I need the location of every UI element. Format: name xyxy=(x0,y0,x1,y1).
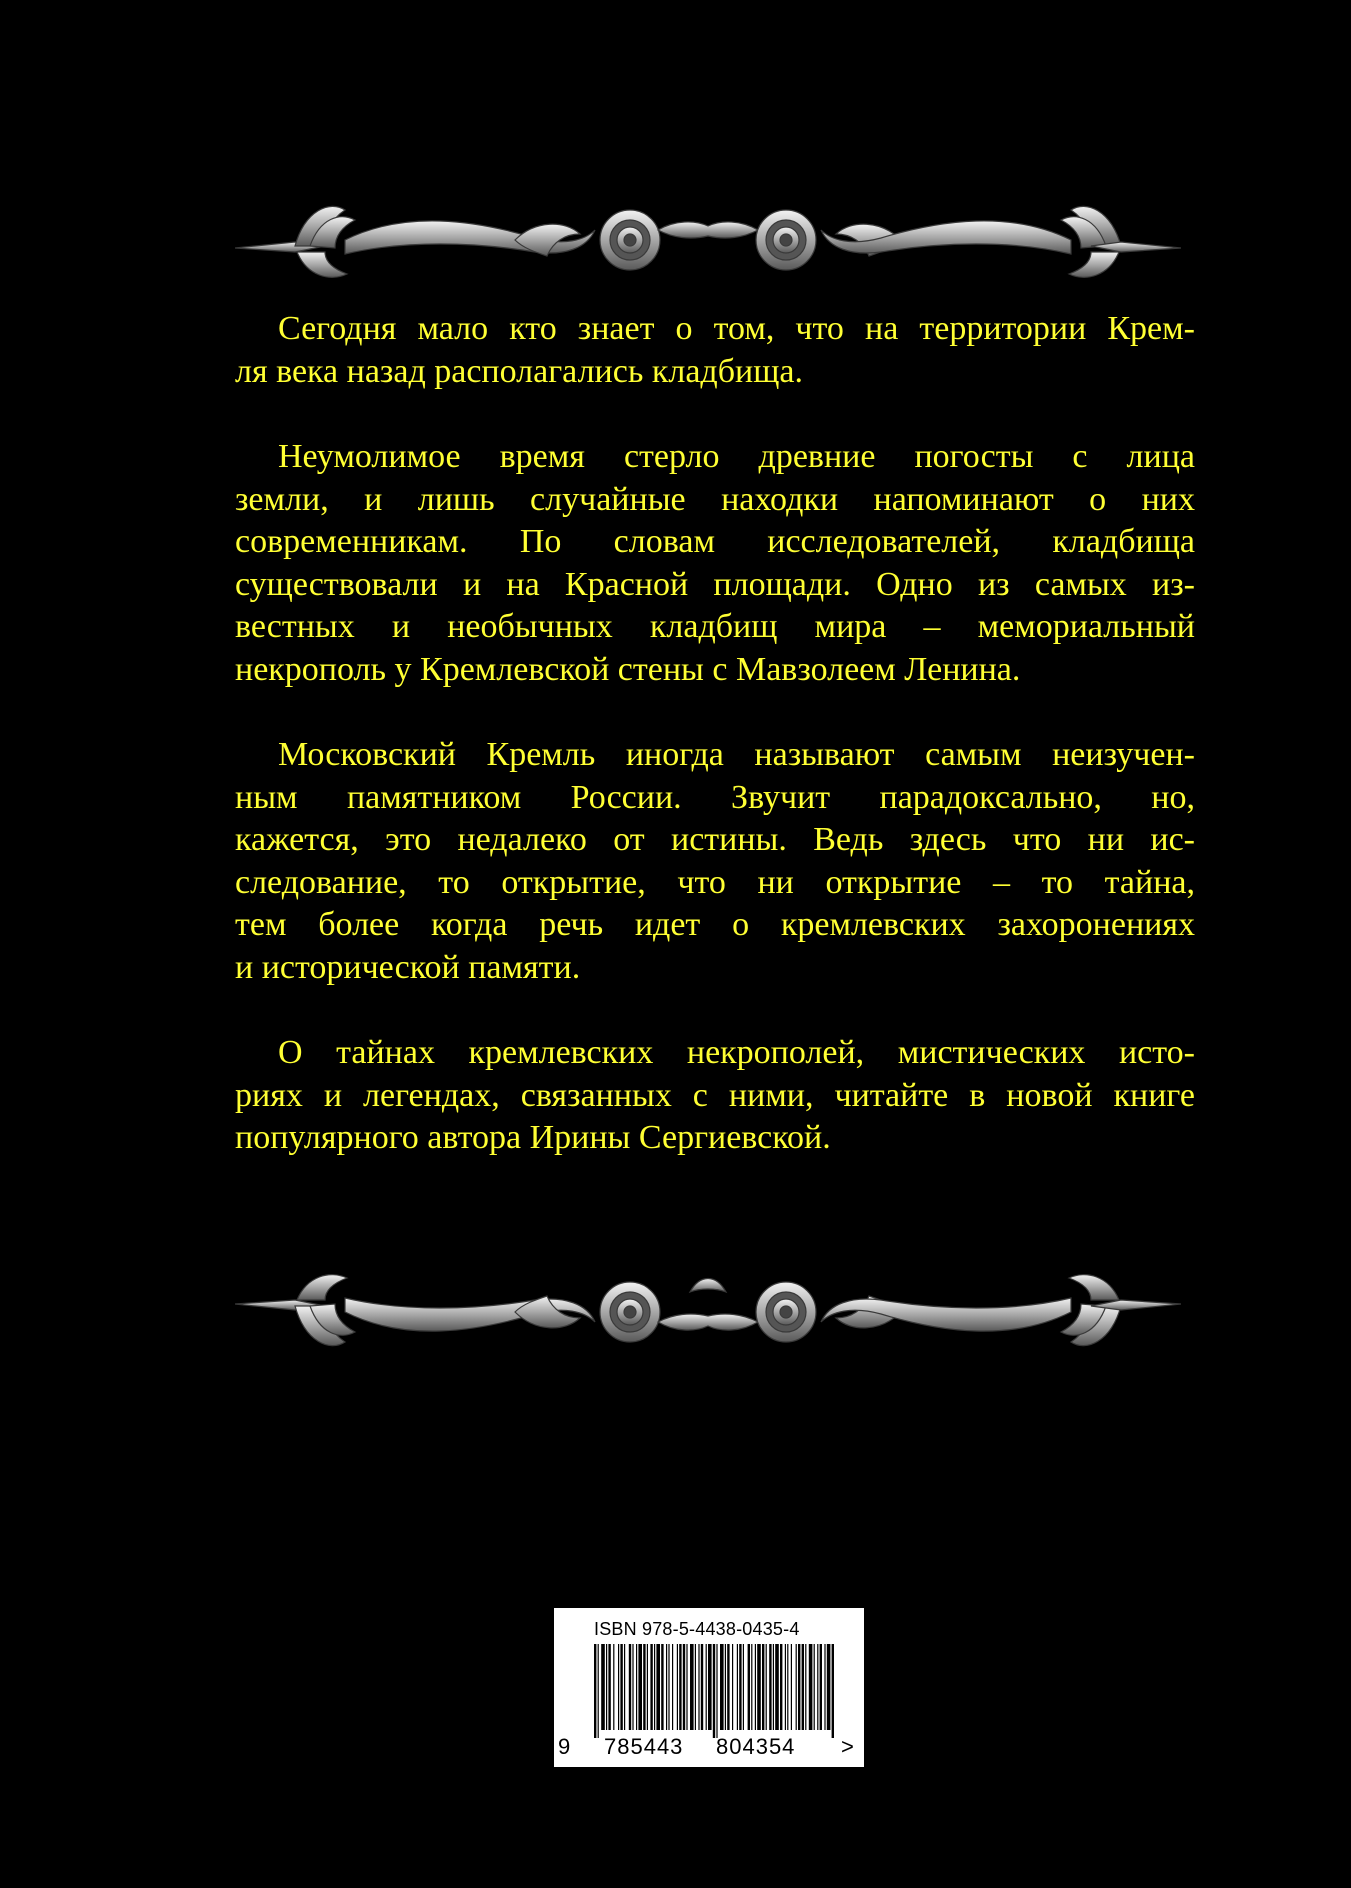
barcode-bar xyxy=(805,1644,806,1730)
barcode-bar xyxy=(606,1644,607,1730)
isbn-digits-left: 785443 xyxy=(604,1734,684,1759)
barcode-bar xyxy=(620,1644,622,1730)
barcode-bar xyxy=(737,1644,738,1730)
barcode-bar xyxy=(802,1644,804,1730)
text-line: О тайнах кремлевских некрополей, мистических исто- xyxy=(278,1034,1195,1071)
scroll-ornament-bottom xyxy=(235,1262,1181,1362)
barcode-bar xyxy=(695,1644,696,1730)
barcode-bar xyxy=(785,1644,786,1730)
barcode-bar xyxy=(636,1644,637,1730)
barcode-bar xyxy=(832,1644,834,1738)
barcode-bar xyxy=(683,1644,685,1730)
blurb-text xyxy=(235,308,1195,1203)
paragraph-1 xyxy=(235,308,1195,393)
barcode-bar xyxy=(594,1644,596,1738)
barcode-bar xyxy=(598,1644,599,1738)
barcode-bar xyxy=(780,1644,782,1730)
text-line: следование, то открытие, что ни открытие – то тайна, xyxy=(235,863,1195,901)
paragraph-3 xyxy=(235,734,1195,989)
barcode-bar xyxy=(690,1644,694,1730)
barcode-bar xyxy=(661,1644,663,1730)
barcode-bar xyxy=(638,1644,642,1730)
text-line: риях и легендах, связанных с ними, читайте в новой книге xyxy=(235,1076,1195,1114)
text-line: Московский Кремль иногда называют самым неизучен- xyxy=(278,736,1195,773)
barcode-bar xyxy=(817,1644,818,1730)
barcode-bar xyxy=(629,1644,631,1730)
isbn-quiet-zone-arrow: > xyxy=(841,1734,855,1759)
barcode-bar xyxy=(666,1644,667,1730)
barcode-bar xyxy=(814,1644,815,1730)
barcode-bar xyxy=(787,1644,788,1730)
barcode-bar xyxy=(824,1644,825,1730)
barcode-bar xyxy=(677,1644,678,1730)
barcode-bar xyxy=(732,1644,733,1730)
barcode-bar xyxy=(720,1644,724,1730)
paragraph-4 xyxy=(235,1032,1195,1160)
barcode-bar xyxy=(713,1644,715,1738)
text-line: вестных и необычных кладбищ мира – мемориальный xyxy=(235,608,1195,645)
barcode-bar xyxy=(708,1644,712,1730)
barcode-bar xyxy=(632,1644,633,1730)
paragraph-2 xyxy=(235,436,1195,691)
text-line: тем более когда речь идет о кремлевских захоронениях xyxy=(235,906,1195,943)
text-line: некрополь у Кремлевской стены с Мавзолеем Ленина. xyxy=(235,650,1021,688)
barcode-bar xyxy=(769,1644,771,1730)
barcode-bar xyxy=(624,1644,625,1730)
barcode-bar xyxy=(751,1644,752,1730)
barcode-bar xyxy=(608,1644,610,1730)
barcode-bar xyxy=(775,1644,779,1730)
text-line: земли, и лишь случайные находки напоминают о них xyxy=(235,480,1195,518)
barcode-bar xyxy=(820,1644,822,1730)
text-line: и исторической памяти. xyxy=(235,948,581,986)
text-line: популярного автора Ирины Сергиевской. xyxy=(235,1119,831,1156)
barcode-bar xyxy=(679,1644,681,1730)
barcode-bar xyxy=(618,1644,619,1730)
text-line: Неумолимое время стерло древние погосты с лица xyxy=(278,438,1195,475)
barcode-bar xyxy=(773,1644,774,1730)
barcode-bar xyxy=(601,1644,605,1730)
text-line: кажется, это недалеко от истины. Ведь здесь что ни ис- xyxy=(235,821,1195,858)
text-line: Сегодня мало кто знает о том, что на территории Крем- xyxy=(278,310,1195,347)
barcode-bar xyxy=(613,1644,614,1730)
barcode-bar xyxy=(706,1644,707,1730)
barcode-bar xyxy=(701,1644,703,1730)
barcode-bar xyxy=(809,1644,813,1730)
barcode-bar xyxy=(755,1644,756,1730)
text-line: современникам. По словам исследователей, кладбища xyxy=(235,523,1195,560)
barcode-bar xyxy=(766,1644,767,1730)
barcode-bar xyxy=(727,1644,729,1730)
barcode-bar xyxy=(643,1644,645,1730)
barcode-bar xyxy=(743,1644,744,1730)
text-line: существовали и на Красной площади. Одно из самых из- xyxy=(235,565,1195,603)
barcode-bar xyxy=(686,1644,687,1730)
barcode-bar xyxy=(647,1644,648,1730)
barcode-bar xyxy=(650,1644,652,1730)
barcode-bar xyxy=(739,1644,741,1730)
barcode-bar xyxy=(757,1644,761,1730)
text-line: ля века назад располагались кладбища. xyxy=(235,352,803,390)
barcode-bar xyxy=(672,1644,673,1730)
barcode-bar xyxy=(791,1644,792,1730)
barcode-bar xyxy=(748,1644,750,1730)
isbn-label: ISBN 978-5-4438-0435-4 xyxy=(594,1619,800,1639)
barcode-bar xyxy=(827,1644,831,1730)
isbn-barcode-box xyxy=(554,1608,864,1767)
text-line: ным памятником России. Звучит парадоксально, но, xyxy=(235,778,1195,816)
scroll-ornament-top xyxy=(235,190,1181,290)
isbn-digit-first: 9 xyxy=(558,1734,572,1759)
barcode-bar xyxy=(725,1644,726,1730)
barcode-bar xyxy=(668,1644,669,1730)
barcode-bar xyxy=(796,1644,797,1730)
barcode-bar xyxy=(762,1644,764,1730)
barcode-bar xyxy=(656,1644,660,1730)
barcode-bar xyxy=(698,1644,699,1730)
barcode-bar xyxy=(654,1644,655,1730)
barcode-bar xyxy=(716,1644,717,1738)
isbn-digits-right: 804354 xyxy=(716,1734,796,1759)
barcode-bar xyxy=(798,1644,800,1730)
barcode-image xyxy=(594,1644,834,1738)
